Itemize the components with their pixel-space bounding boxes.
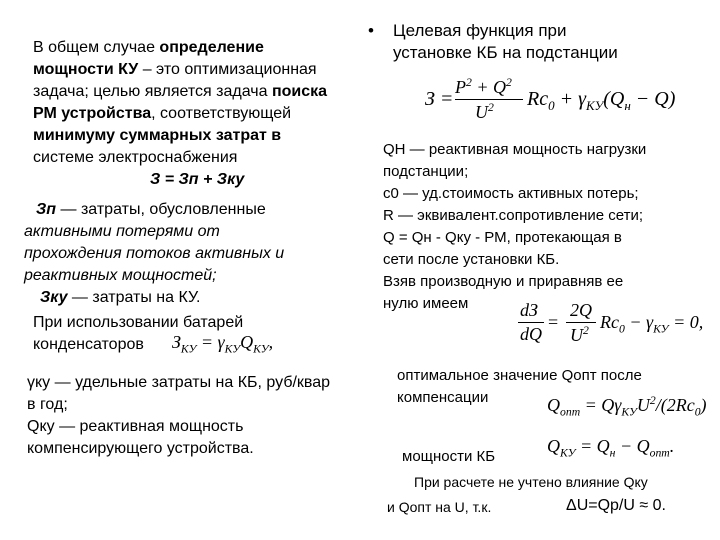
intro-line-5: минимуму суммарных затрат в — [33, 127, 282, 144]
kb-power-label: мощности КБ — [402, 448, 496, 465]
intro-bold: поиска — [271, 83, 328, 100]
intro-bold: РМ устройства — [33, 105, 152, 122]
heading-line-1: Целевая функция при — [393, 21, 567, 40]
qn-line-1: QН — реактивная мощность нагрузки — [383, 141, 647, 158]
intro-line-2 — [33, 60, 317, 80]
opt-line-1: оптимальное значение Qопт после — [397, 367, 642, 384]
zp-line-2: активными потерями от — [24, 223, 220, 240]
r-line: R — эквивалент.сопротивление сети; — [383, 207, 644, 224]
zp-line-3: прохождения потоков активных и — [24, 245, 285, 262]
intro-text: В общем случае — [33, 39, 160, 56]
intro-line-6: системе электроснабжения — [33, 149, 238, 166]
battery-line-2: конденсаторов — [33, 336, 144, 353]
zku-symbol: Зку — [40, 289, 68, 306]
heading-line-2: установке КБ на подстанции — [393, 43, 618, 62]
q-line-1: Q = Qн - Qку - РМ, протекающая в — [383, 229, 622, 246]
formula-derivative: dЗ dQ = 2Q $U^2$ $Rc_0 - \gamma_{КУ} = 0$, — [520, 300, 704, 345]
zp-definition — [36, 200, 266, 220]
delta-u-expression: ΔU=Qр/U ≈ 0. — [566, 497, 666, 514]
formula-qku: $Q_{КУ} = Q_н - Q_{опт}$. — [547, 436, 675, 460]
zp-text: — затраты, обусловленные — [56, 201, 266, 218]
qku-line-1: Qку — реактивная мощность — [27, 418, 244, 435]
formula-qopt: $Q_{опт} = Q\gamma_{КУ}U^2/(2Rc_0)$ — [547, 394, 707, 419]
opt-line-2: компенсации — [397, 389, 489, 406]
gamma-line-2: в год; — [27, 396, 68, 413]
formula-zku: $З_{КУ} = \gamma_{КУ}Q_{КУ}$, — [172, 332, 274, 356]
qku-line-2: компенсирующего устройства. — [27, 440, 254, 457]
zku-definition — [40, 288, 200, 308]
intro-bold: определение — [159, 39, 264, 56]
note-line-2: и Qопт на U, т.к. — [387, 499, 492, 515]
intro-text: – это оптимизационная — [138, 61, 317, 78]
c0-line: с0 — уд.стоимость активных потерь; — [383, 185, 639, 202]
q-line-2: сети после установки КБ. — [383, 251, 560, 268]
intro-line-1 — [33, 38, 264, 58]
deriv-line-2: нулю имеем — [383, 295, 469, 312]
zp-symbol: Зп — [36, 201, 57, 218]
intro-text: , соответствующей — [151, 105, 292, 122]
qn-line-2: подстанции; — [383, 163, 469, 180]
bullet-icon: • — [368, 21, 374, 40]
gamma-line-1: γку — удельные затраты на КБ, руб/квар — [27, 374, 331, 391]
total-cost-formula: З = Зп + Зку — [150, 171, 245, 188]
intro-bold: мощности КУ — [33, 61, 139, 78]
zku-text: — затраты на КУ. — [67, 289, 201, 306]
intro-text: задача; целью является задача — [33, 83, 272, 100]
intro-line-3 — [33, 82, 327, 102]
zp-line-4: реактивных мощностей; — [24, 267, 217, 284]
battery-line-1: При использовании батарей — [33, 314, 244, 331]
note-line-1: При расчете не учтено влияние Qку — [414, 474, 648, 490]
deriv-line-1: Взяв производную и приравняв ее — [383, 273, 624, 290]
intro-line-4 — [33, 104, 291, 124]
